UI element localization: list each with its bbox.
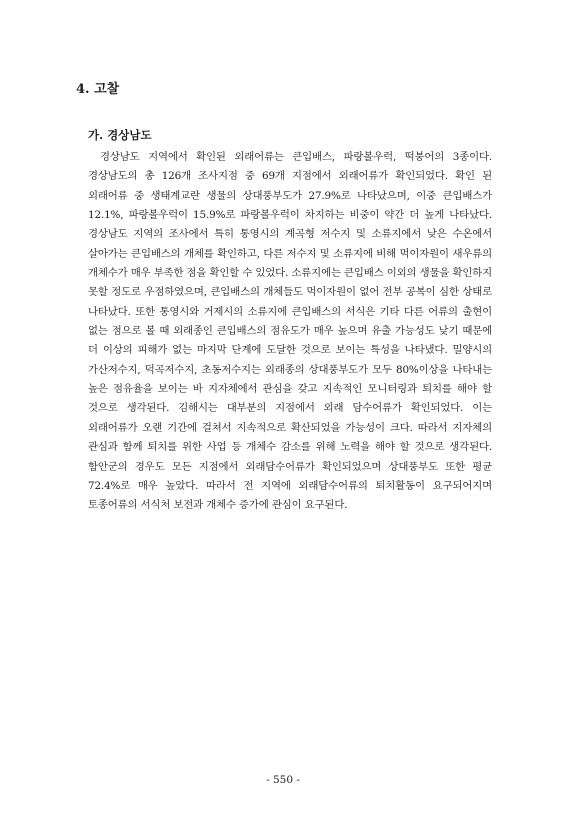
body-paragraph: 경상남도 지역에서 확인된 외래어류는 큰입배스, 파랑볼우럭, 떡붕어의 3종이다. 경상남도의 총 126개 조사지점 중 69개 지점에서 외래어류가 확인되었다. 확인 된 외래어류 중 생태계교란 생물의 상대풍부도가 27.9%로 나타났으며, 이중 큰입배스가 12.1%, 파랑볼우럭이 15.9%로 파랑볼우럭이 차지하는 비중이 약간 더 높게 나타났다. 경상남도 지역의 조사에서 특히 통영시의 계곡형 저수지 및 소류지에서 낮은 수온에서 살아가는 큰입배스의 개체를 확인하고, 다른 저수지 및 소류지에 비해 먹이자원이 새우류의 개체수가 매우 부족한 점을 확인할 수 있었다. 소류지에는 큰입배스 이외의 생물을 확인하지 못할 정도로 우점하였으며, 큰입배스의 개체들도 먹이자원이 없어 전부 공복이 심한 상태로 나타났다. 또한 통영시와 거제시의 소류지에 큰입배스의 서식은 기타 다른 어류의 출현이 없는 점으로 볼 때 외래종인 큰입배스의 점유도가 매우 높으며 유출 가능성도 낮기 때문에 더 이상의 피해가 없는 마지막 단계에 도달한 것으로 보이는 특성을 나타냈다. 밀양시의 가산저수지, 덕곡저수지, 초동저수지는 외래종의 상대풍부도가 모두 80%이상을 나타내는 높은 점유율을 보이는 바 지자체에서 관심을 갖고 지속적인 모니터링과 퇴치를 해야 할 것으로 생각된다. 김해시는 대부분의 지점에서 외래 담수어류가 확인되었다. 이는 외래어류가 오랜 기간에 걸쳐서 지속적으로 확산되었을 가능성이 크다. 따라서 지자체의 관심과 함께 퇴치를 위한 사업 등 개체수 감소를 위해 노력을 해야 할 것으로 생각된다. 함안군의 경우도 모든 지점에서 외래담수어류가 확인되었으며 상대풍부도 또한 평균 72.4%로 매우 높았다. 따라서 전 지역에 외래담수어류의 퇴치활동이 요구되어지며 토종어류의 서식처 보전과 개체수 증가에 관심이 요구된다.	[88, 151, 492, 512]
page-number: - 550 -	[266, 774, 300, 786]
subsection-heading: 가. 경상남도	[88, 128, 152, 142]
section-heading: 4. 고찰	[76, 82, 120, 97]
